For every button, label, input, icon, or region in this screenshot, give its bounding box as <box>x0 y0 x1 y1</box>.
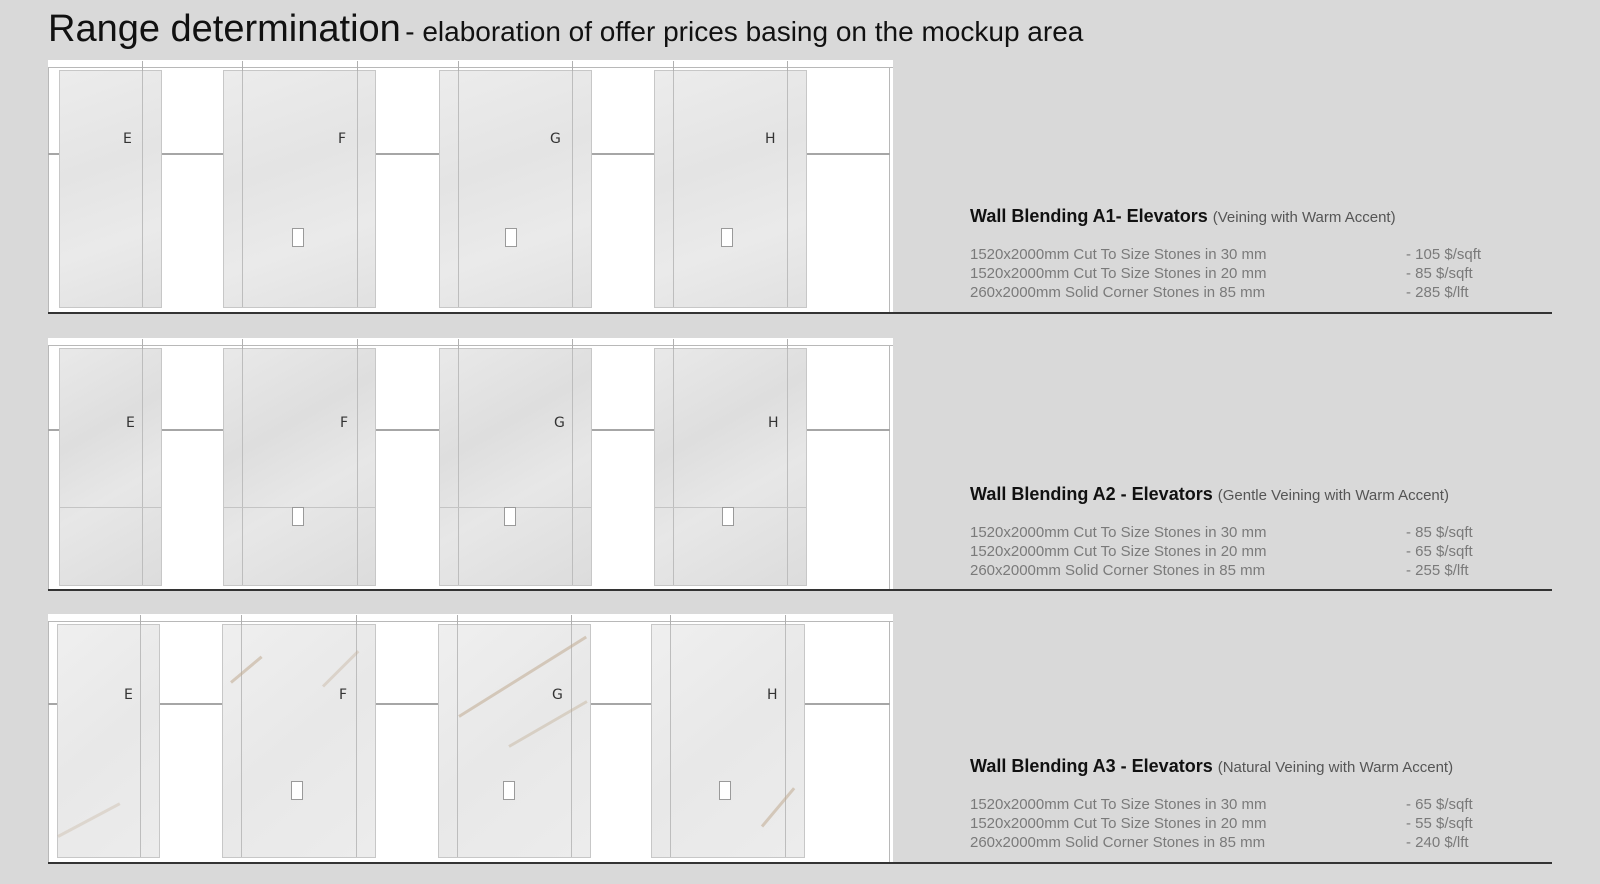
spec-list <box>970 795 1500 852</box>
mockup-area-a1 <box>48 60 893 312</box>
switch-plate <box>719 781 731 800</box>
stone-panel-g <box>439 70 592 308</box>
section-divider <box>48 589 1552 591</box>
wall-blending-block-a2 <box>0 338 1600 608</box>
page-title <box>48 8 1083 51</box>
pricing-info-a3 <box>970 756 1500 852</box>
panel-label-h: H <box>768 415 779 431</box>
spec-list <box>970 523 1500 580</box>
spec-row <box>970 542 1500 561</box>
wall-blending-block-a1 <box>0 60 1600 330</box>
panel-label-f: F <box>340 415 349 431</box>
spec-row <box>970 264 1500 283</box>
section-divider <box>48 312 1552 314</box>
panel-label-e: E <box>126 415 135 431</box>
spec-description: 1520x2000mm Cut To Size Stones in 30 mm <box>970 246 1267 263</box>
block-title <box>970 484 1500 505</box>
stone-panel-f <box>222 624 376 858</box>
stone-panel-g <box>439 348 592 586</box>
spec-price: - 55 $/sqft <box>1406 815 1473 832</box>
spec-list <box>970 245 1500 302</box>
spec-price: - 255 $/lft <box>1406 562 1469 579</box>
stone-panel-h <box>651 624 805 858</box>
stone-panel-e <box>59 348 162 586</box>
switch-plate <box>504 507 516 526</box>
page-title-main: Range determination <box>48 8 401 50</box>
panel-label-f: F <box>338 131 347 147</box>
panel-label-g: G <box>552 687 563 703</box>
spec-row <box>970 245 1500 264</box>
block-title-text: Wall Blending A1- Elevators <box>970 206 1208 226</box>
spec-row <box>970 561 1500 580</box>
spec-description: 1520x2000mm Cut To Size Stones in 20 mm <box>970 543 1267 560</box>
block-title-note: (Veining with Warm Accent) <box>1212 209 1396 226</box>
switch-plate <box>722 507 734 526</box>
stone-panel-e <box>59 70 162 308</box>
wall-blending-block-a3 <box>0 614 1600 884</box>
block-title-note: (Gentle Veining with Warm Accent) <box>1217 487 1449 504</box>
mockup-area-a2 <box>48 338 893 590</box>
switch-plate <box>721 228 733 247</box>
stone-panel-h <box>654 70 807 308</box>
mockup-area-a3 <box>48 614 893 862</box>
block-title <box>970 756 1500 777</box>
block-title-text: Wall Blending A3 - Elevators <box>970 756 1213 776</box>
stone-panel-f <box>223 348 376 586</box>
switch-plate <box>292 507 304 526</box>
spec-description: 1520x2000mm Cut To Size Stones in 30 mm <box>970 796 1267 813</box>
spec-row <box>970 833 1500 852</box>
pricing-info-a1 <box>970 206 1500 302</box>
spec-price: - 85 $/sqft <box>1406 265 1473 282</box>
block-title <box>970 206 1500 227</box>
spec-description: 1520x2000mm Cut To Size Stones in 20 mm <box>970 815 1267 832</box>
panel-label-h: H <box>765 131 776 147</box>
spec-price: - 105 $/sqft <box>1406 246 1482 263</box>
switch-plate <box>505 228 517 247</box>
spec-row <box>970 283 1500 302</box>
page-title-subtitle: - elaboration of offer prices basing on the mockup area <box>405 16 1084 47</box>
switch-plate <box>291 781 303 800</box>
spec-price: - 240 $/lft <box>1406 834 1469 851</box>
stone-panel-f <box>223 70 376 308</box>
panel-label-g: G <box>554 415 565 431</box>
pricing-info-a2 <box>970 484 1500 580</box>
stone-panel-e <box>57 624 160 858</box>
panel-label-e: E <box>124 687 133 703</box>
spec-description: 1520x2000mm Cut To Size Stones in 20 mm <box>970 265 1267 282</box>
panel-label-f: F <box>339 687 348 703</box>
switch-plate <box>292 228 304 247</box>
spec-description: 1520x2000mm Cut To Size Stones in 30 mm <box>970 524 1267 541</box>
block-title-note: (Natural Veining with Warm Accent) <box>1217 759 1454 776</box>
spec-row <box>970 795 1500 814</box>
stone-panel-g <box>438 624 591 858</box>
panel-label-h: H <box>767 687 778 703</box>
spec-description: 260x2000mm Solid Corner Stones in 85 mm <box>970 562 1266 579</box>
stone-panel-h <box>654 348 807 586</box>
spec-price: - 285 $/lft <box>1406 284 1469 301</box>
spec-description: 260x2000mm Solid Corner Stones in 85 mm <box>970 284 1266 301</box>
spec-price: - 65 $/sqft <box>1406 543 1473 560</box>
spec-price: - 85 $/sqft <box>1406 524 1473 541</box>
section-divider <box>48 862 1552 864</box>
spec-price: - 65 $/sqft <box>1406 796 1473 813</box>
spec-row <box>970 523 1500 542</box>
panel-label-e: E <box>123 131 132 147</box>
panel-label-g: G <box>550 131 561 147</box>
switch-plate <box>503 781 515 800</box>
spec-row <box>970 814 1500 833</box>
spec-description: 260x2000mm Solid Corner Stones in 85 mm <box>970 834 1266 851</box>
block-title-text: Wall Blending A2 - Elevators <box>970 484 1213 504</box>
